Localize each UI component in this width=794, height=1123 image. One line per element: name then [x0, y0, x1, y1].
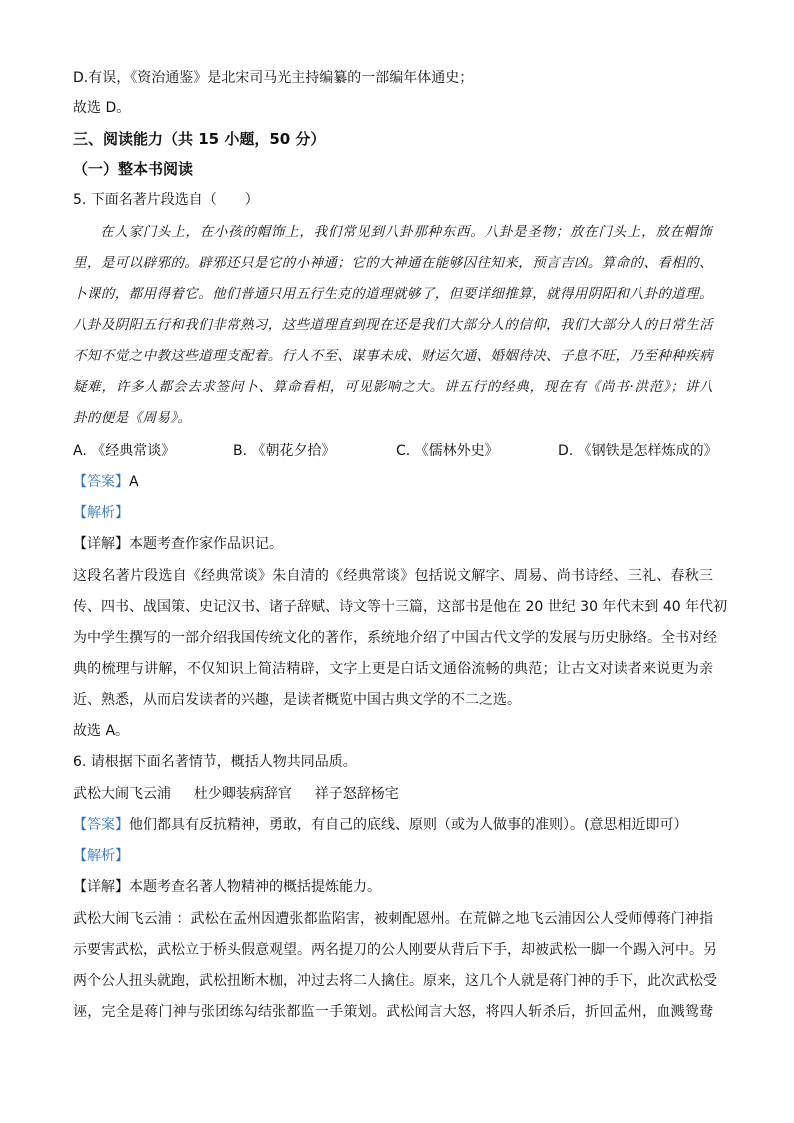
text-line: 示要害武松，武松立于桥头假意观望。两名提刀的公人刚要从背后下手，却被武松一脚一个踢入河中。另 [73, 942, 717, 958]
text-line: 近、熟悉，从而启发读者的兴趣，是读者概览中国古典文学的不二之选。 [73, 692, 521, 708]
passage-line: 在人家门头上，在小孩的帽饰上，我们常见到八卦那种东西。八卦是圣物；放在门头上，放在帽饰 [100, 224, 712, 240]
option-c: C. 《儒林外史》 [396, 443, 499, 459]
passage-line: 疑难，许多人都会去求签问卜、算命看相，可见影响之大。讲五行的经典，现在有《尚书·洪范》；讲八 [73, 379, 713, 395]
question-5: 5. 下面名著片段选自（ ） [73, 192, 259, 208]
analysis-tag: 【解析】 [73, 848, 129, 864]
option-b: B. 《朝花夕拾》 [233, 443, 336, 459]
plot-list: 武松大闹飞云浦 杜少卿装病辞官 祥子怒辞杨宅 [73, 786, 399, 802]
text-line: 诬，完全是蒋门神与张团练勾结张都监一手策划。武松闻言大怒，将四人斩杀后，折回孟州，血溅鸳鸯 [73, 1004, 713, 1020]
option-a: A. 《经典常谈》 [73, 443, 176, 459]
section-heading: 三、阅读能力（共 15 小题，50 分） [73, 130, 326, 148]
answer-options [73, 441, 733, 461]
detail-row [73, 877, 381, 897]
answer-row [73, 815, 687, 835]
detail-row [73, 534, 283, 554]
answer-tag: 【答案】 [73, 474, 129, 490]
passage-line: 八卦及阴阳五行和我们非常熟习，这些道理直到现在还是我们大部分人的信仰，我们大部分人的日常生活 [73, 317, 713, 333]
text-line: 武松大闹飞云浦 ：武松在孟州因遭张都监陷害，被刺配恩州。在荒僻之地飞云浦因公人受师傅蒋门神指 [73, 911, 713, 927]
answer-row [73, 472, 139, 492]
detail-tag: 【详解】 [73, 536, 129, 552]
text-line: 这段名著片段选自《经典常谈》朱自清的《经典常谈》包括说文解字、周易、尚书诗经、三礼、春秋三 [73, 568, 713, 584]
text-line: 为中学生撰写的一部介绍我国传统文化的著作，系统地介绍了中国古代文学的发展与历史脉络。全书对经 [73, 630, 717, 646]
passage-line: 不知不觉之中教这些道理支配着。行人不至、谋事未成、财运欠通、婚姻待决、子息不旺，乃至种种疾病 [73, 348, 713, 364]
subsection-heading: （一）整本书阅读 [73, 160, 194, 178]
answer-value: A [129, 474, 139, 490]
text-line: 故选 A。 [73, 723, 130, 739]
detail-tag: 【详解】 [73, 879, 129, 895]
text-line: 典的梳理与讲解，不仅知识上简洁精辟，文字上更是白话文通俗流畅的典范；让古文对读者来说更为亲 [73, 661, 713, 677]
passage-line: 里，是可以辟邪的。辟邪还只是它的小神通；它的大神通在能够囚往知来，预言吉凶。算命的、看相的、 [73, 255, 713, 271]
text-line: D.有误，《资治通鉴》是北宋司马光主持编纂的一部编年体通史； [73, 70, 474, 86]
passage-line: 卜课的，都用得着它。他们普通只用五行生克的道理就够了，但要详细推算，就得用阴阳和八卦的道理。 [73, 286, 713, 302]
question-6: 6. 请根据下面名著情节，概括人物共同品质。 [73, 754, 357, 770]
passage-line: 卦的便是《周易》。 [73, 410, 192, 426]
answer-tag: 【答案】 [73, 817, 129, 833]
text-line: 两个公人扭头就跑，武松扭断木枷，冲过去将二人擒住。原来，这几个人就是蒋门神的手下，此次武松受 [73, 973, 717, 989]
detail-value: 本题考查作家作品识记。 [129, 536, 283, 552]
text-line: 故选 D。 [73, 100, 131, 116]
analysis-tag: 【解析】 [73, 505, 129, 521]
text-line: 传、四书、战国策、史记汉书、诸子辞赋、诗文等十三篇，这部书是他在 20 世纪 30 年代末到 40 年代初 [73, 599, 728, 615]
option-d: D. 《钢铁是怎样炼成的》 [558, 443, 718, 459]
detail-value: 本题考查名著人物精神的概括提炼能力。 [129, 879, 381, 895]
answer-value: 他们都具有反抗精神，勇敢，有自己的底线、原则（或为人做事的准则）。(意思相近即可） [129, 817, 688, 833]
